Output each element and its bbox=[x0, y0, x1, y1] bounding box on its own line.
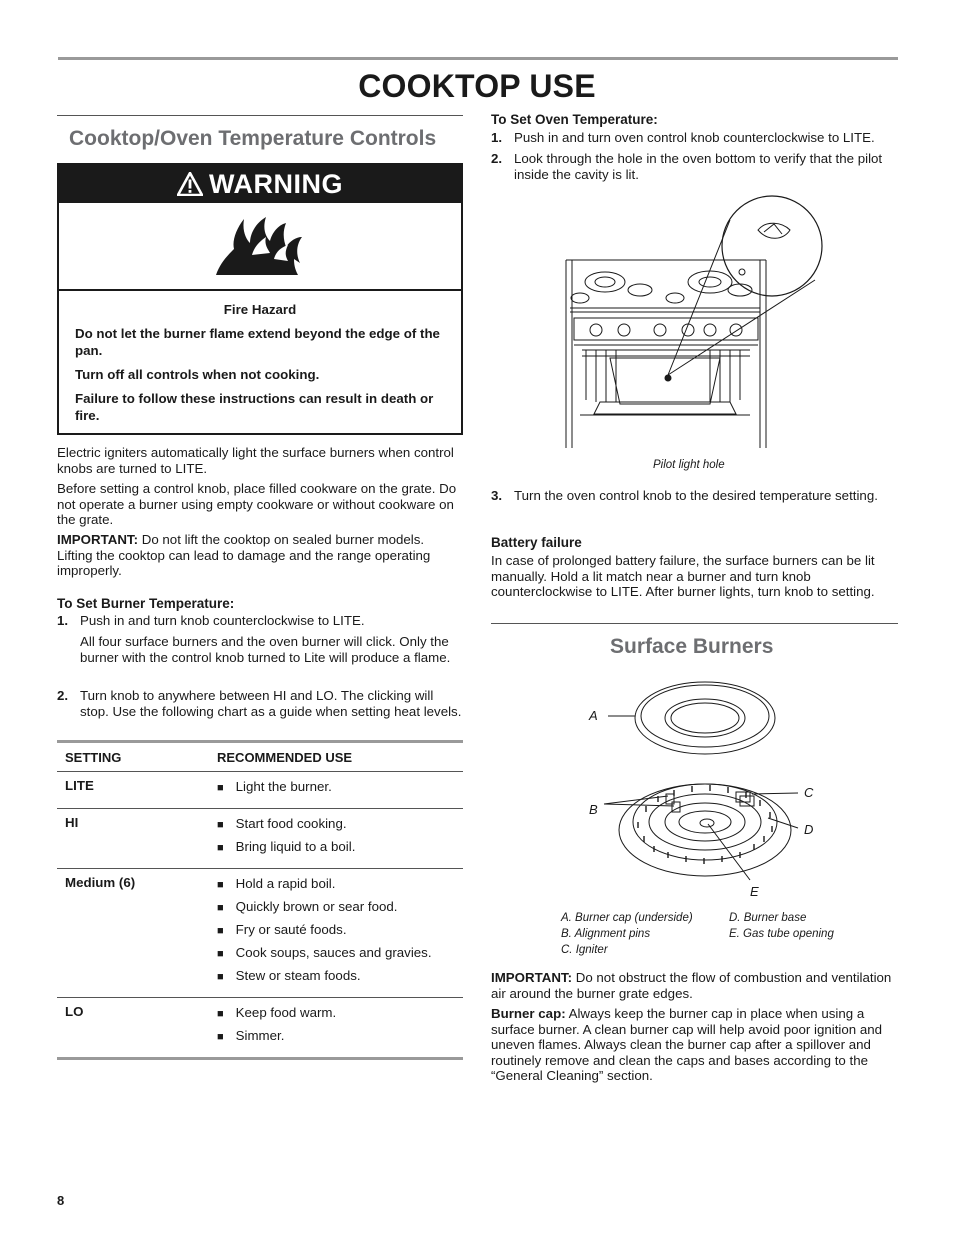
use-item: ■ Hold a rapid boil. bbox=[217, 875, 463, 898]
paragraph-igniters: Electric igniters automatically light the surface burners when control knobs are turned to LITE. bbox=[57, 445, 454, 476]
use-cell bbox=[217, 815, 463, 861]
step-number: 1. bbox=[57, 613, 69, 628]
step-text: Push in and turn oven control knob counterclockwise to LITE. bbox=[514, 130, 875, 145]
table-row bbox=[57, 869, 463, 998]
top-rule bbox=[58, 57, 898, 60]
use-item: ■ Simmer. bbox=[217, 1027, 463, 1050]
paragraph-burner-cap bbox=[491, 1006, 898, 1084]
label-a: A bbox=[589, 708, 598, 723]
section-title-surface-burners: Surface Burners bbox=[610, 635, 774, 658]
burner-temp-heading: To Set Burner Temperature: bbox=[57, 596, 235, 611]
pilot-light-caption: Pilot light hole bbox=[653, 459, 725, 471]
important-label: IMPORTANT: bbox=[491, 970, 573, 985]
table-row bbox=[57, 998, 463, 1057]
legend-c: C. Igniter bbox=[561, 944, 608, 956]
header-setting: SETTING bbox=[65, 749, 122, 765]
use-cell bbox=[217, 778, 463, 801]
heat-settings-table bbox=[57, 740, 463, 1060]
step-text: Look through the hole in the oven bottom to verify that the pilot inside the cavity is lit. bbox=[514, 151, 883, 182]
important-text: Do not lift the cooktop on sealed burner models. Lifting the cooktop can lead to damage and the range operating improperly. bbox=[57, 532, 431, 579]
label-c: C bbox=[804, 785, 814, 800]
setting-cell: LITE bbox=[65, 778, 94, 793]
section-rule bbox=[57, 115, 463, 116]
step-number: 2. bbox=[57, 688, 69, 703]
battery-failure-text: In case of prolonged battery failure, the surface burners can be lit manually. Hold a lit match near a burner and turn knob counterclockwise to LITE. After burner lights, turn knob to setting. bbox=[491, 553, 875, 600]
paragraph-important bbox=[57, 532, 463, 579]
use-item: ■ Bring liquid to a boil. bbox=[217, 838, 463, 861]
use-item: ■ Fry or sauté foods. bbox=[217, 921, 463, 944]
step-number: 2. bbox=[491, 151, 503, 166]
use-cell bbox=[217, 875, 463, 990]
warning-body bbox=[59, 291, 461, 424]
step-text: Turn knob to anywhere between HI and LO. The clicking will stop. Use the following chart as a guide when setting heat levels. bbox=[80, 688, 462, 719]
use-item: ■ Light the burner. bbox=[217, 778, 463, 801]
use-item: ■ Start food cooking. bbox=[217, 815, 463, 838]
legend-d: D. Burner base bbox=[729, 912, 807, 924]
warning-triangle-icon bbox=[177, 172, 203, 196]
legend-e: E. Gas tube opening bbox=[729, 928, 834, 940]
table-row bbox=[57, 809, 463, 869]
step-text: Push in and turn knob counterclockwise to LITE. bbox=[80, 613, 365, 628]
section-rule bbox=[491, 623, 898, 624]
fire-icon bbox=[214, 215, 306, 277]
setting-cell: HI bbox=[65, 815, 79, 830]
hazard-title: Fire Hazard bbox=[223, 302, 297, 317]
use-item: ■ Keep food warm. bbox=[217, 1004, 463, 1027]
oven-temp-heading: To Set Oven Temperature: bbox=[491, 112, 658, 127]
use-cell bbox=[217, 1004, 463, 1050]
step-text: All four surface burners and the oven burner will click. Only the burner with the control knob turned to Lite will produce a flame. bbox=[80, 634, 451, 665]
warning-header bbox=[59, 165, 461, 203]
oven-pilot-illustration bbox=[560, 190, 830, 452]
warning-label: WARNING bbox=[209, 168, 343, 199]
label-e: E bbox=[750, 884, 759, 899]
use-item: ■ Stew or steam foods. bbox=[217, 967, 463, 990]
warning-line: Do not let the burner flame extend beyond the edge of the pan. bbox=[75, 326, 440, 358]
header-use: RECOMMENDED USE bbox=[217, 749, 353, 765]
section-title-controls: Cooktop/Oven Temperature Controls bbox=[69, 127, 437, 150]
fire-hazard-pictogram bbox=[59, 203, 461, 291]
table-bottom-rule bbox=[57, 1057, 463, 1060]
paragraph-obstruct bbox=[491, 970, 898, 1001]
step-number: 1. bbox=[491, 130, 503, 145]
burner-cap-label: Burner cap: bbox=[491, 1006, 566, 1021]
page-title: COOKTOP USE bbox=[358, 68, 596, 104]
page-number: 8 bbox=[57, 1193, 65, 1208]
use-item: ■ Cook soups, sauces and gravies. bbox=[217, 944, 463, 967]
battery-failure-heading: Battery failure bbox=[491, 535, 582, 550]
warning-line: Turn off all controls when not cooking. bbox=[75, 367, 320, 382]
legend-a: A. Burner cap (underside) bbox=[561, 912, 693, 924]
legend-b: B. Alignment pins bbox=[561, 928, 651, 940]
use-item: ■ Quickly brown or sear food. bbox=[217, 898, 463, 921]
burner-cap-text: Always keep the burner cap in place when using a surface burner. A clean burner cap will help avoid poor ignition and uneven flames. Always clean the burner cap after a spillover and routinely remove and clean the caps and bases according to the “General Cleaning” section. bbox=[491, 1006, 883, 1084]
surface-burner-diagram bbox=[600, 676, 810, 898]
label-d: D bbox=[804, 822, 814, 837]
label-b: B bbox=[589, 802, 598, 817]
warning-line: Failure to follow these instructions can result in death or fire. bbox=[75, 391, 434, 423]
important-text: Do not obstruct the flow of combustion and ventilation air around the burner grate edges. bbox=[491, 970, 892, 1001]
paragraph-cookware: Before setting a control knob, place filled cookware on the grate. Do not operate a burner using empty cookware or without cookware on the grate. bbox=[57, 481, 457, 528]
setting-cell: Medium (6) bbox=[65, 875, 136, 890]
table-header bbox=[57, 743, 463, 772]
setting-cell: LO bbox=[65, 1004, 84, 1019]
step-number: 3. bbox=[491, 488, 503, 503]
table-row bbox=[57, 772, 463, 809]
warning-box bbox=[57, 163, 463, 435]
important-label: IMPORTANT: bbox=[57, 532, 139, 547]
step-text: Turn the oven control knob to the desired temperature setting. bbox=[514, 488, 878, 503]
